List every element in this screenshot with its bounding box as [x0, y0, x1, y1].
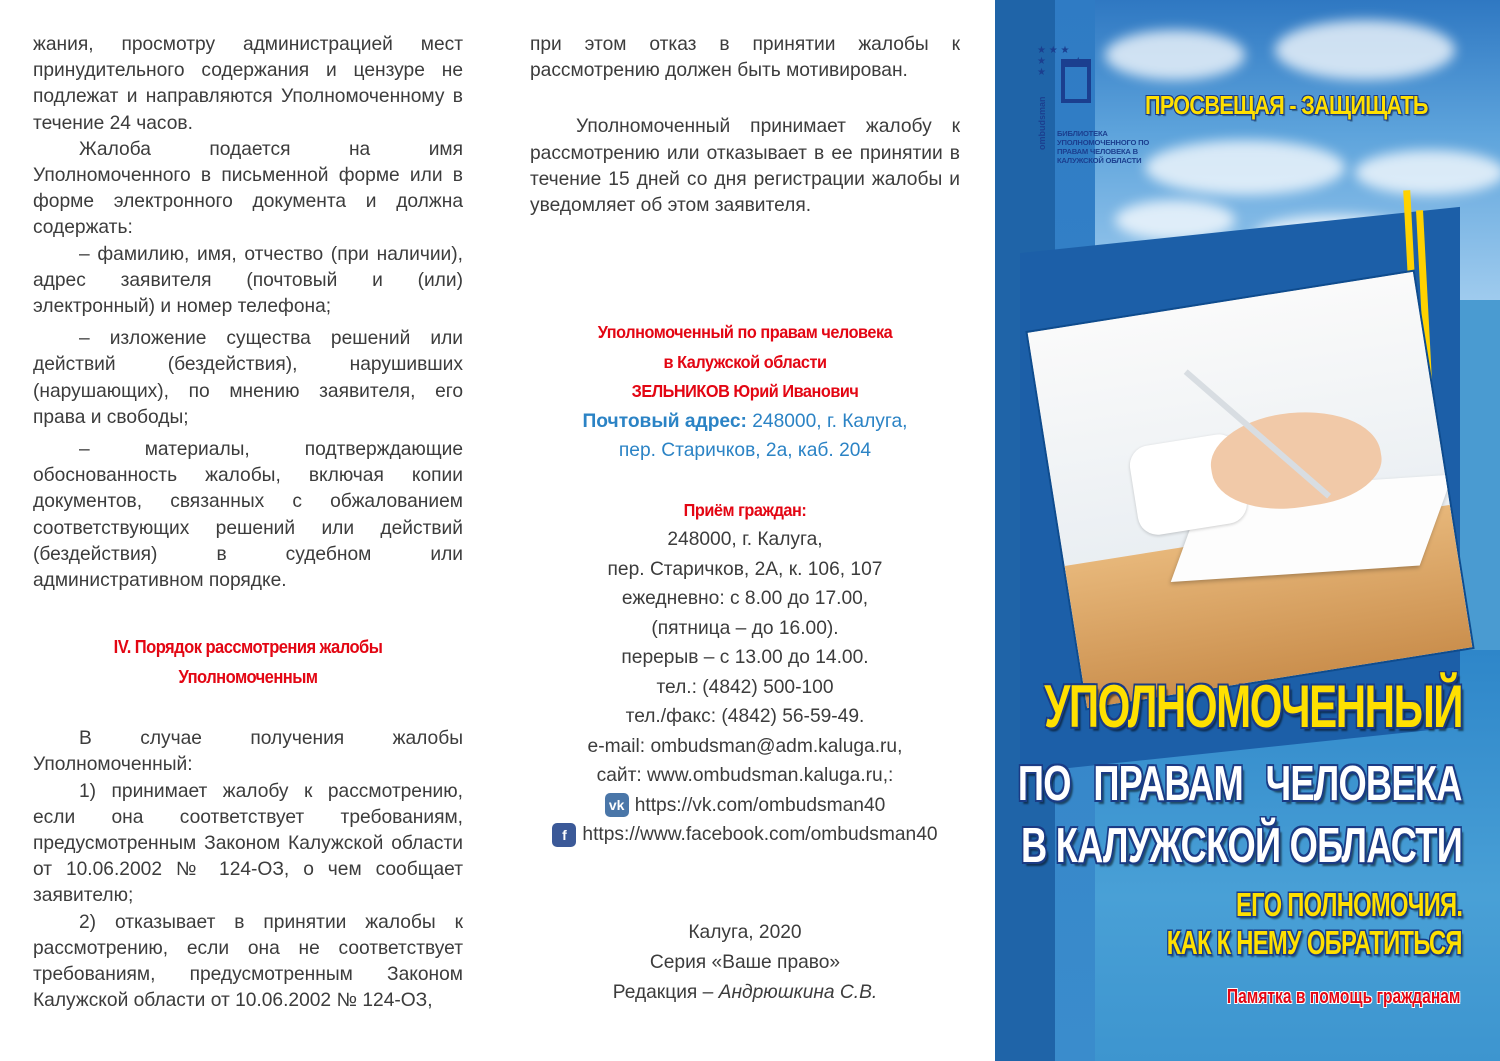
memo-caption: Памятка в помощь гражданам: [1226, 986, 1460, 1008]
postal-address: [530, 407, 960, 437]
list-item: 1) принимает жалобу к рассмотрению, если она соответствует требованиям, предусмотренным Законом Калужской области от 10.06.2002 № 124-ОЗ, о чем сообщает заявителю;: [33, 780, 463, 907]
cover-panel: [995, 0, 1500, 1061]
cover-title-line2: ПО ПРАВАМ ЧЕЛОВЕКА: [1018, 757, 1462, 811]
reception-line: 248000, г. Калуга,: [667, 529, 823, 550]
email-link[interactable]: e-mail: ombudsman@adm.kaluga.ru,: [587, 735, 903, 757]
paragraph: Жалоба подается на имя Уполномоченного в письменной форме или в форме электронного документа и должна содержать:: [33, 138, 463, 239]
cover-subtitle: ЕГО ПОЛНОМОЧИЯ.: [1235, 886, 1462, 923]
cover-title-line3: В КАЛУЖСКОЙ ОБЛАСТИ: [1020, 819, 1462, 873]
phone: тел.: (4842) 500-100: [656, 676, 834, 698]
postal-address-line2: пер. Старичков, 2а, каб. 204: [618, 440, 872, 461]
postal-label: Почтовый адрес:: [582, 410, 747, 432]
list-item: – фамилию, имя, отчество (при наличии), адрес заявителя (почтовый и (или) электронный) и номер телефона;: [33, 243, 463, 318]
paragraph: жания, просмотру администрацией мест принудительного содержания и цензуре не подлежат и направляются Уполномоченному в течение 24 часов.: [33, 34, 463, 134]
logo-word: ombudsman: [1037, 96, 1047, 150]
editor: [530, 978, 960, 1008]
ombudsman-name: ЗЕЛЬНИКОВ Юрий Иванович: [631, 381, 859, 401]
reception-line: пер. Старичков, 2А, к. 106, 107: [607, 558, 883, 580]
postal-value: 248000, г. Калуга,: [746, 410, 908, 432]
city-year: Калуга, 2020: [688, 922, 802, 943]
vk-row: [530, 791, 960, 821]
ombudsman-logo: [1037, 45, 1150, 165]
list-item: – изложение существа решений или действий (бездействия), нарушивших (нарушающих), по мнению заявителя, его права и свободы;: [33, 328, 463, 428]
logo-caption: БИБЛИОТЕКА УПОЛНОМОЧЕННОГО ПО ПРАВАМ ЧЕЛОВЕКА В КАЛУЖСКОЙ ОБЛАСТИ: [1057, 129, 1150, 165]
website-link[interactable]: сайт: www.ombudsman.kaluga.ru,:: [596, 765, 894, 786]
middle-column: [530, 32, 960, 219]
stars-icon: ★ ★ ★ ★ ★ ★: [1037, 45, 1083, 78]
paragraph: Уполномоченный принимает жалобу к рассмотрению или отказывает в ее принятии в течение 15 дней со дня регистрации жалобы и уведомляет об этом заявителя.: [530, 116, 960, 217]
editor-name: Андрюшкина С.В.: [718, 982, 878, 1003]
reception-line: (пятница – до 16.00).: [651, 617, 839, 639]
reception-line: ежедневно: с 8.00 до 17.00,: [621, 588, 869, 609]
paragraph: В случае получения жалобы Уполномоченный:: [33, 728, 463, 776]
series: Серия «Ваше право»: [649, 952, 841, 973]
reception-label: Приём граждан:: [683, 499, 807, 520]
left-column: [33, 32, 463, 1015]
logo-figure-icon: [1061, 59, 1091, 103]
org-region: в Калужской области: [663, 351, 827, 372]
section-heading: [50, 632, 446, 692]
cover-subtitle-line2: КАК К НЕМУ ОБРАТИТЬСЯ: [1166, 924, 1462, 961]
vk-link[interactable]: https://vk.com/ombudsman40: [634, 794, 886, 816]
writing-hand-photo: [1028, 272, 1473, 708]
cover-title: УПОЛНОМОЧЕННЫЙ: [1044, 673, 1462, 740]
imprint: [530, 918, 960, 1008]
fax: тел./факс: (4842) 56-59-49.: [625, 706, 865, 727]
facebook-icon: f: [552, 823, 576, 847]
editor-prefix: Редакция –: [612, 982, 719, 1003]
facebook-link[interactable]: https://www.facebook.com/ombudsman40: [582, 824, 938, 845]
paragraph: при этом отказ в принятии жалобы к рассмотрению должен быть мотивирован.: [530, 34, 960, 82]
list-item: – материалы, подтверждающие обоснованность жалобы, включая копии документов, связанных с обжалованием соответствующих решений или действий (бездействия) в судебном или административном порядке.: [33, 439, 463, 592]
contact-block: [530, 318, 960, 850]
section-heading-line: Уполномоченным: [178, 667, 318, 688]
org-name: Уполномоченный по правам человека: [597, 322, 893, 342]
facebook-row: [530, 820, 960, 850]
list-item: 2) отказывает в принятии жалобы к рассмотрению, если она не соответствует требованиям, предусмотренным Законом Калужской области от 10.06.2002 № 124-ОЗ,: [33, 911, 463, 1012]
reception-line: перерыв – с 13.00 до 14.00.: [621, 647, 869, 668]
motto: ПРОСВЕЩАЯ - ЗАЩИЩАТЬ: [1145, 90, 1428, 120]
section-heading-line: IV. Порядок рассмотрения жалобы: [113, 637, 383, 658]
vk-icon: vk: [605, 793, 629, 817]
